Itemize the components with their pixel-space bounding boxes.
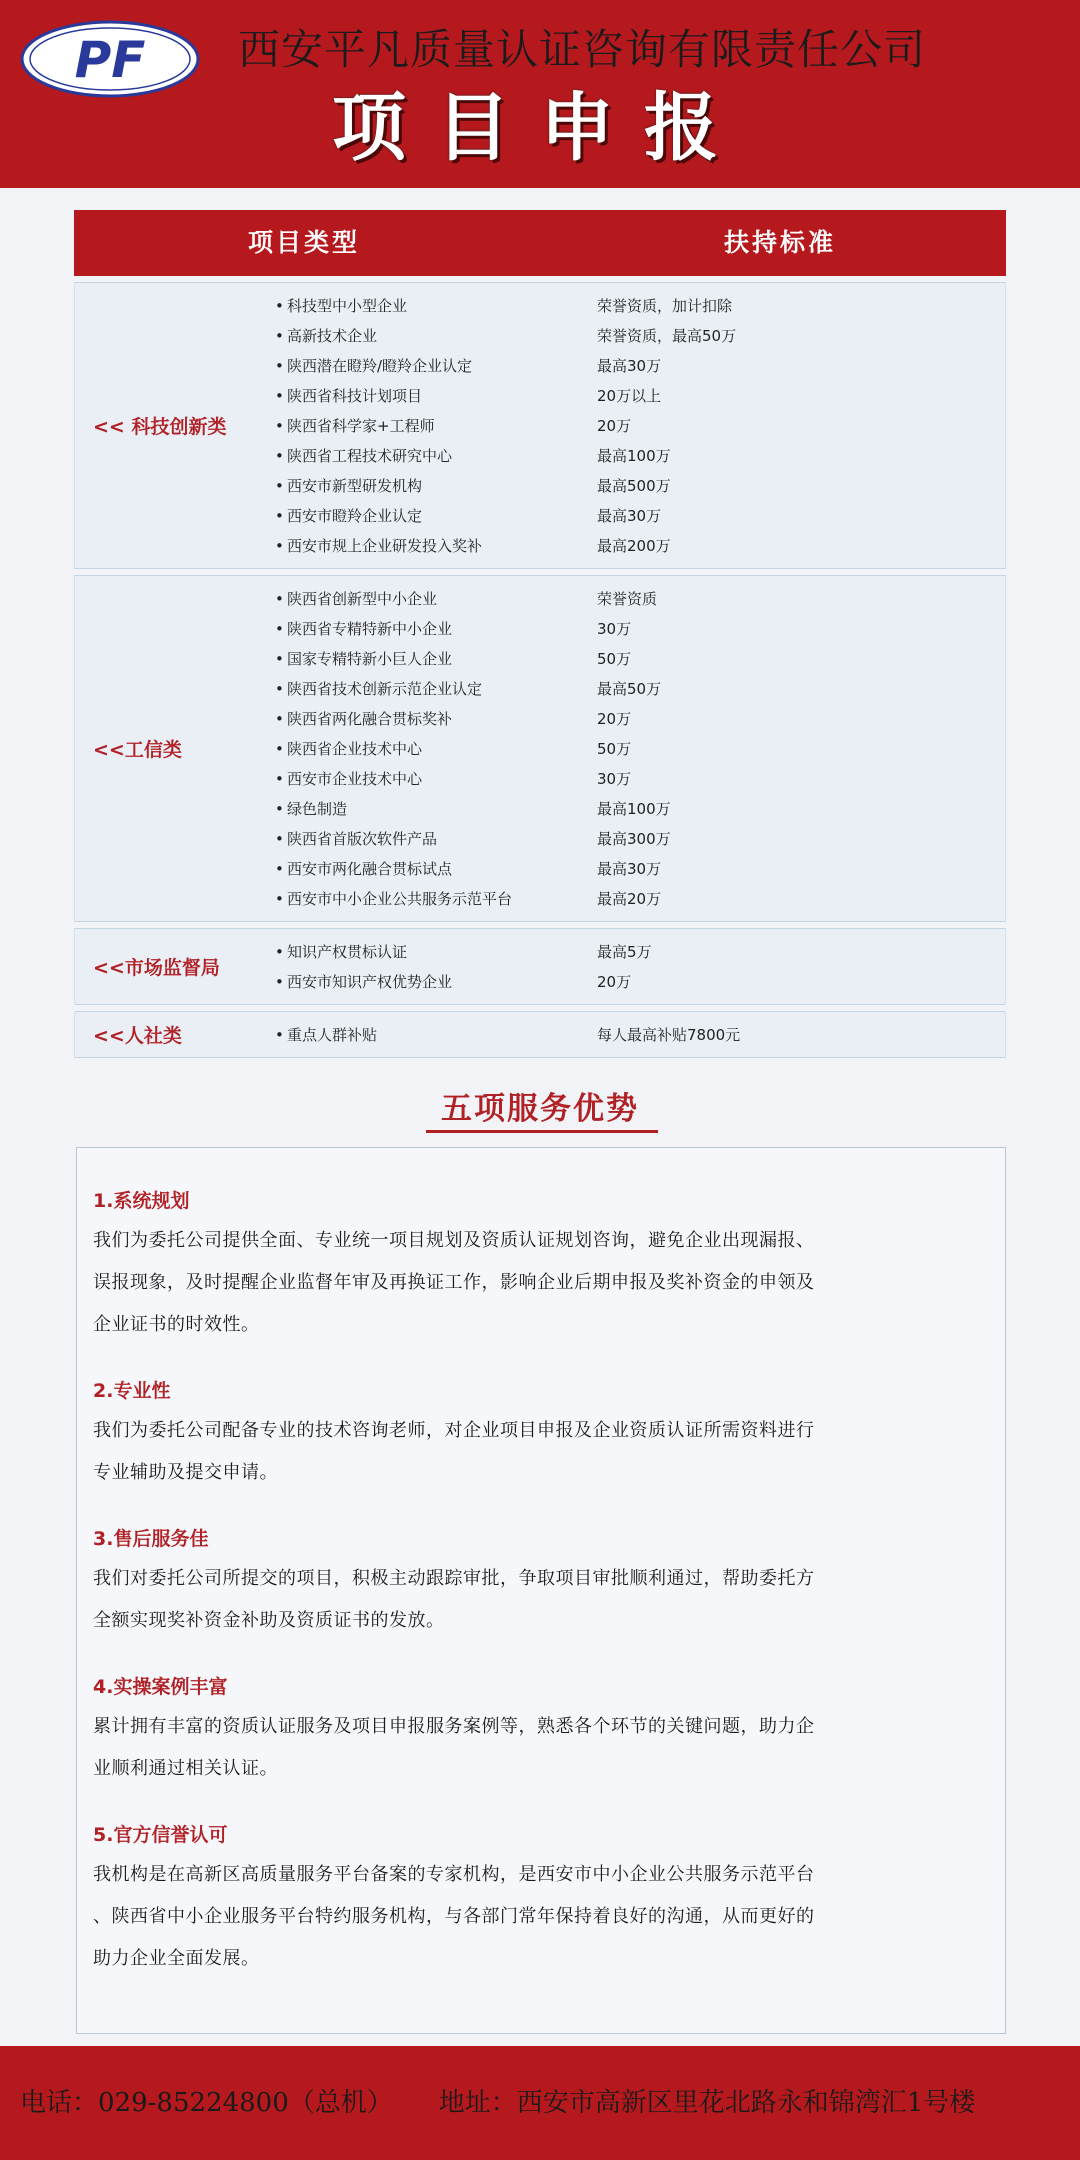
- table-row: [75, 884, 1005, 914]
- item-standard: 每人最高补贴7800元: [597, 1026, 741, 1044]
- bullet-icon: •: [275, 537, 284, 555]
- bullet-icon: •: [275, 507, 284, 525]
- item-standard: 30万: [597, 770, 632, 788]
- table-row: [75, 644, 1005, 674]
- item-name: 西安市中小企业公共服务示范平台: [287, 890, 513, 908]
- text-line: 误报现象，及时提醒企业监督年审及再换证工作，影响企业后期申报及奖补资金的申领及: [93, 1272, 815, 1293]
- table-row: [75, 471, 1005, 501]
- page-title: 项目申报: [332, 85, 748, 171]
- item-name: 西安市瞪羚企业认定: [287, 507, 423, 525]
- header-support-standard: 扶持标准: [724, 228, 837, 257]
- bullet-icon: •: [275, 590, 284, 608]
- text-line: 全额实现奖补资金补助及资质证书的发放。: [93, 1610, 445, 1631]
- table-row: [75, 351, 1005, 381]
- item-standard: 最高300万: [597, 830, 671, 848]
- text-line: 企业证书的时效性。: [93, 1314, 260, 1335]
- item-name: 西安市新型研发机构: [287, 477, 423, 495]
- footer-phone: 电话：029-85224800（总机）: [20, 2088, 393, 2118]
- bullet-icon: •: [275, 860, 284, 878]
- bullet-icon: •: [275, 650, 284, 668]
- item-name: 陕西潜在瞪羚/瞪羚企业认定: [287, 357, 473, 375]
- bullet-icon: •: [275, 890, 284, 908]
- table-group: [74, 575, 1006, 922]
- bullet-icon: •: [275, 357, 284, 375]
- text-line: 我们为委托公司配备专业的技术咨询老师，对企业项目申报及企业资质认证所需资料进行: [93, 1420, 815, 1441]
- table-header: [74, 210, 1006, 276]
- item-standard: 最高5万: [597, 943, 652, 961]
- advantage-section: [93, 1376, 993, 1494]
- item-standard: 最高50万: [597, 680, 662, 698]
- item-standard: 20万: [597, 710, 632, 728]
- group-label: <<人社类: [93, 1025, 182, 1047]
- logo-text: PF: [74, 31, 146, 89]
- section-text: [93, 1558, 993, 1642]
- item-name: 西安市企业技术中心: [287, 770, 423, 788]
- item-standard: 最高30万: [597, 507, 662, 525]
- item-standard: 最高100万: [597, 800, 671, 818]
- group-label: << 科技创新类: [93, 416, 227, 438]
- text-line: 累计拥有丰富的资质认证服务及项目申报服务案例等，熟悉各个环节的关键问题，助力企: [93, 1716, 815, 1737]
- advantage-section: [93, 1524, 993, 1642]
- item-standard: 最高30万: [597, 357, 662, 375]
- advantages-title: 五项服务优势: [441, 1091, 639, 1127]
- bullet-icon: •: [275, 297, 284, 315]
- bullet-icon: •: [275, 710, 284, 728]
- header-project-type: 项目类型: [248, 228, 361, 257]
- table-group: [74, 1011, 1006, 1058]
- bullet-icon: •: [275, 800, 284, 818]
- item-standard: 50万: [597, 740, 632, 758]
- bullet-icon: •: [275, 387, 284, 405]
- text-line: 我们为委托公司提供全面、专业统一项目规划及资质认证规划咨询，避免企业出现漏报、: [93, 1230, 815, 1251]
- table-row: [75, 674, 1005, 704]
- bullet-icon: •: [275, 680, 284, 698]
- header-banner: [0, 0, 1080, 188]
- bullet-icon: •: [275, 1026, 284, 1044]
- item-standard: 最高200万: [597, 537, 671, 555]
- text-line: 我们对委托公司所提交的项目，积极主动跟踪审批，争取项目审批顺利通过，帮助委托方: [93, 1568, 815, 1589]
- bullet-icon: •: [275, 973, 284, 991]
- item-name: 西安市规上企业研发投入奖补: [287, 537, 483, 555]
- bullet-icon: •: [275, 417, 284, 435]
- section-text: [93, 1220, 993, 1346]
- item-standard: 50万: [597, 650, 632, 668]
- text-line: 我机构是在高新区高质量服务平台备案的专家机构，是西安市中小企业公共服务示范平台: [93, 1864, 815, 1885]
- advantages-box: [76, 1147, 1006, 2034]
- item-name: 绿色制造: [287, 800, 348, 818]
- advantage-section: [93, 1186, 993, 1346]
- item-name: 陕西省企业技术中心: [287, 740, 423, 758]
- item-name: 西安市知识产权优势企业: [287, 973, 453, 991]
- section-text: [93, 1410, 993, 1494]
- section-text: [93, 1854, 993, 1980]
- item-standard: 20万以上: [597, 387, 662, 405]
- item-standard: 荣誉资质，加计扣除: [597, 297, 733, 315]
- footer-address: 地址：西安市高新区里花北路永和锦湾汇1号楼: [438, 2088, 976, 2118]
- item-name: 陕西省工程技术研究中心: [287, 447, 453, 465]
- item-standard: 30万: [597, 620, 632, 638]
- table-row: [75, 854, 1005, 884]
- advantage-section: [93, 1672, 993, 1790]
- item-name: 西安市两化融合贯标试点: [287, 860, 453, 878]
- group-label: <<市场监督局: [93, 957, 220, 979]
- item-name: 陕西省科学家+工程师: [287, 417, 435, 435]
- project-table: [74, 210, 1006, 1058]
- item-name: 知识产权贯标认证: [287, 943, 408, 961]
- advantage-section: [93, 1820, 993, 1980]
- bullet-icon: •: [275, 830, 284, 848]
- title-underline: [426, 1130, 658, 1133]
- text-line: 、陕西省中小企业服务平台特约服务机构，与各部门常年保持着良好的沟通，从而更好的: [93, 1906, 815, 1927]
- section-text: [93, 1706, 993, 1790]
- bullet-icon: •: [275, 327, 284, 345]
- item-standard: 最高100万: [597, 447, 671, 465]
- table-row: [75, 501, 1005, 531]
- footer-contact: [20, 2076, 1070, 2130]
- table-row: [75, 614, 1005, 644]
- table-row: [75, 531, 1005, 561]
- table-row: [75, 291, 1005, 321]
- item-standard: 最高30万: [597, 860, 662, 878]
- item-standard: 最高500万: [597, 477, 671, 495]
- table-row: [75, 937, 1005, 967]
- item-standard: 20万: [597, 417, 632, 435]
- section-heading: 4.实操案例丰富: [93, 1676, 228, 1698]
- item-name: 陕西省科技计划项目: [287, 387, 423, 405]
- table-row: [75, 411, 1005, 441]
- company-name: 西安平凡质量认证咨询有限责任公司: [238, 25, 927, 74]
- bullet-icon: •: [275, 740, 284, 758]
- table-row: [75, 704, 1005, 734]
- section-heading: 5.官方信誉认可: [93, 1824, 228, 1846]
- text-line: 助力企业全面发展。: [93, 1948, 260, 1969]
- item-standard: 最高20万: [597, 890, 662, 908]
- bullet-icon: •: [275, 770, 284, 788]
- company-logo: [18, 18, 202, 100]
- group-label: <<工信类: [93, 739, 182, 761]
- table-row: [75, 441, 1005, 471]
- bullet-icon: •: [275, 477, 284, 495]
- bullet-icon: •: [275, 943, 284, 961]
- footer-bar: [0, 2046, 1080, 2160]
- item-name: 陕西省两化融合贯标奖补: [287, 710, 453, 728]
- section-heading: 2.专业性: [93, 1380, 171, 1402]
- item-standard: 20万: [597, 973, 632, 991]
- table-row: [75, 967, 1005, 997]
- table-row: [75, 764, 1005, 794]
- table-row: [75, 321, 1005, 351]
- text-line: 业顺利通过相关认证。: [93, 1758, 278, 1779]
- item-name: 科技型中小型企业: [287, 297, 408, 315]
- bullet-icon: •: [275, 620, 284, 638]
- item-name: 陕西省首版次软件产品: [287, 830, 438, 848]
- item-name: 陕西省技术创新示范企业认定: [287, 680, 483, 698]
- item-name: 陕西省专精特新中小企业: [287, 620, 453, 638]
- table-row: [75, 794, 1005, 824]
- item-name: 重点人群补贴: [287, 1026, 378, 1044]
- item-standard: 荣誉资质，最高50万: [597, 327, 737, 345]
- item-name: 高新技术企业: [287, 327, 378, 345]
- table-row: [75, 1020, 1005, 1050]
- table-row: [75, 381, 1005, 411]
- item-standard: 荣誉资质: [597, 590, 658, 608]
- table-row: [75, 584, 1005, 614]
- section-heading: 1.系统规划: [93, 1190, 190, 1212]
- table-row: [75, 824, 1005, 854]
- item-name: 国家专精特新小巨人企业: [287, 650, 453, 668]
- table-group: [74, 928, 1006, 1005]
- table-group: [74, 282, 1006, 569]
- section-heading: 3.售后服务佳: [93, 1528, 209, 1550]
- bullet-icon: •: [275, 447, 284, 465]
- text-line: 专业辅助及提交申请。: [93, 1462, 278, 1483]
- item-name: 陕西省创新型中小企业: [287, 590, 438, 608]
- table-row: [75, 734, 1005, 764]
